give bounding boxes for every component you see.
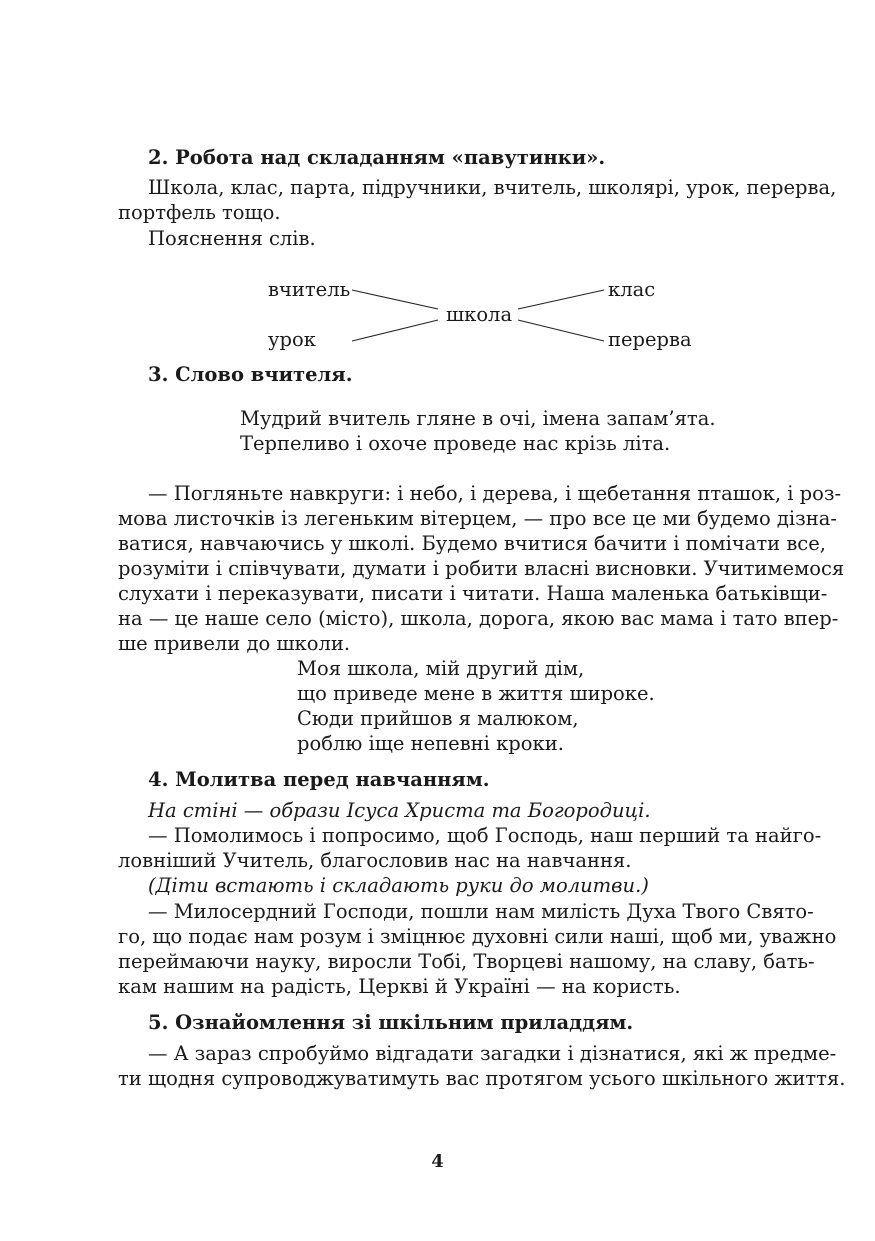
teacher-paragraph-line: — Погляньте навкруги: і небо, і дерева, і щебетання пташок, і роз- xyxy=(148,482,842,505)
section-2-explain: Пояснення слів. xyxy=(148,227,316,250)
section-5-paragraph-line: — А зараз спробуймо відгадати загадки і дізнатися, які ж предме- xyxy=(148,1042,837,1065)
section-4-speech-line: ловніший Учитель, благословив нас на навчання. xyxy=(118,849,632,872)
web-word-top-left: вчитель xyxy=(268,278,351,301)
section-5-heading: 5. Ознайомлення зі шкільним приладдям. xyxy=(148,1011,634,1034)
section-4-remark: На стіні — образи Ісуса Христа та Богородиці. xyxy=(148,799,651,822)
teacher-paragraph-line: мова листочків із легеньким вітерцем, — про все це ми будемо дізна- xyxy=(118,507,837,530)
poem-1-line: Мудрий вчитель гляне в очі, імена запам’ята. xyxy=(240,407,716,430)
section-5-paragraph-line: ти щодня супроводжуватимуть вас протягом усього шкільного життя. xyxy=(118,1067,846,1090)
web-word-bottom-left: урок xyxy=(268,328,316,351)
poem-1-line: Терпеливо і охоче проведе нас крізь літа. xyxy=(240,432,671,455)
prayer-line: го, що подає нам розум і зміцнює духовні сили наші, щоб ми, уважно xyxy=(118,925,837,948)
teacher-paragraph-line: слухати і переказувати, писати і читати. Наша маленька батьківщи- xyxy=(118,582,828,605)
poem-2-line: Сюди прийшов я малюком, xyxy=(297,707,579,730)
section-2-words-line-2: портфель тощо. xyxy=(118,201,281,224)
teacher-paragraph-line: ше привели до школи. xyxy=(118,632,351,655)
section-4-speech-line: — Помолимось і попросимо, щоб Господь, наш перший та найго- xyxy=(148,824,822,847)
section-2-heading: 2. Робота над складанням «павутинки». xyxy=(148,146,606,169)
prayer-line: переймаючи науку, виросли Тобі, Творцеві нашому, на славу, бать- xyxy=(118,950,815,973)
section-4-heading: 4. Молитва перед навчанням. xyxy=(148,768,490,791)
section-3-heading: 3. Слово вчителя. xyxy=(148,363,353,386)
poem-2-line: роблю іще непевні кроки. xyxy=(297,732,564,755)
web-line-top-right xyxy=(518,290,604,309)
web-line-top-left xyxy=(352,290,438,309)
section-4-stage-direction: (Діти встають і складають руки до молитви.) xyxy=(148,874,649,897)
prayer-line: кам нашим на радість, Церкві й Україні — на користь. xyxy=(118,975,681,998)
teacher-paragraph-line: на — це наше село (місто), школа, дорога, якою вас мама і тато впер- xyxy=(118,607,839,630)
teacher-paragraph-line: ватися, навчаючись у школі. Будемо вчитися бачити і помічати все, xyxy=(118,532,826,555)
web-line-bottom-left xyxy=(352,320,438,341)
web-line-bottom-right xyxy=(518,320,604,341)
poem-2-line: що приведе мене в життя широке. xyxy=(297,682,655,705)
page-number: 4 xyxy=(431,1151,444,1172)
section-2-words-line-1: Школа, клас, парта, підручники, вчитель, школярі, урок, перерва, xyxy=(148,176,837,199)
web-word-bottom-right: перерва xyxy=(608,328,692,351)
teacher-paragraph-line: розуміти і співчувати, думати і робити власні висновки. Учитимемося xyxy=(118,557,845,580)
web-word-center: школа xyxy=(446,303,513,326)
poem-2-line: Моя школа, мій другий дім, xyxy=(297,657,585,680)
prayer-line: — Милосердний Господи, пошли нам милість Духа Твого Свято- xyxy=(148,900,814,923)
web-word-top-right: клас xyxy=(608,278,656,301)
